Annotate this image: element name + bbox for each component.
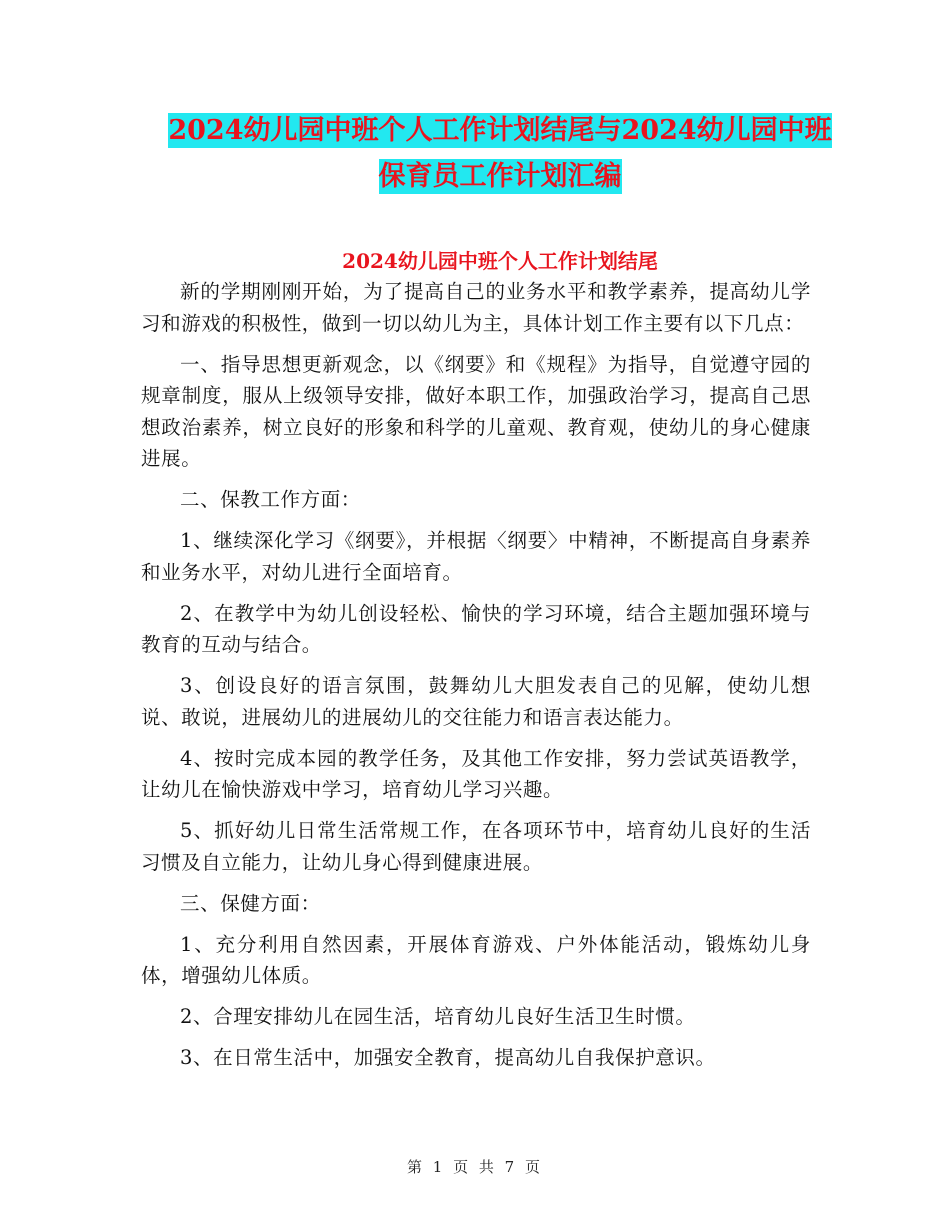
- document-title-line-1: 2024幼儿园中班个人工作计划结尾与2024幼儿园中班: [168, 115, 832, 146]
- section-title: 2024幼儿园中班个人工作计划结尾: [342, 249, 658, 273]
- paragraph: 三、保健方面：: [180, 891, 321, 915]
- paragraph: 2、在教学中为幼儿创设轻松、愉快的学习环境，结合主题加强环境与教育的互动与结合。: [141, 601, 811, 656]
- paragraph: 1、继续深化学习《纲要》，并根据〈纲要〉中精神，不断提高自身素养和业务水平，对幼儿进行全面培育。: [141, 529, 811, 584]
- document-title-line-2: 保育员工作计划汇编: [378, 161, 622, 192]
- paragraph: 新的学期刚刚开始，为了提高自己的业务水平和教学素养，提高幼儿学习和游戏的积极性，做到一切以幼儿为主，具体计划工作主要有以下几点：: [141, 280, 811, 335]
- paragraph: 一、指导思想更新观念，以《纲要》和《规程》为指导，自觉遵守园的规章制度，服从上级领导安排，做好本职工作，加强政治学习，提高自己思想政治素养，树立良好的形象和科学的儿童观、教育观，使幼儿的身心健康进展。: [141, 352, 811, 470]
- paragraph: 5、抓好幼儿日常生活常规工作，在各项环节中，培育幼儿良好的生活习惯及自立能力，让幼儿身心得到健康进展。: [141, 819, 811, 874]
- document-title: [140, 108, 860, 200]
- paragraph: 4、按时完成本园的教学任务，及其他工作安排，努力尝试英语教学，让幼儿在愉快游戏中学习，培育幼儿学习兴趣。: [141, 746, 811, 801]
- document-body: [141, 276, 811, 1074]
- page-footer: 第 1 页 共 7 页: [407, 1158, 543, 1176]
- paragraph: 二、保教工作方面：: [180, 488, 361, 511]
- paragraph: 3、在日常生活中，加强安全教育，提高幼儿自我保护意识。: [180, 1046, 716, 1069]
- paragraph: 1、充分利用自然因素，开展体育游戏、户外体能活动，锻炼幼儿身体，增强幼儿体质。: [141, 932, 811, 987]
- paragraph: 2、合理安排幼儿在园生活，培育幼儿良好生活卫生时惯。: [180, 1005, 696, 1028]
- paragraph: 3、创设良好的语言氛围，鼓舞幼儿大胆发表自己的见解，使幼儿想说、敢说，进展幼儿的进展幼儿的交往能力和语言表达能力。: [141, 674, 811, 729]
